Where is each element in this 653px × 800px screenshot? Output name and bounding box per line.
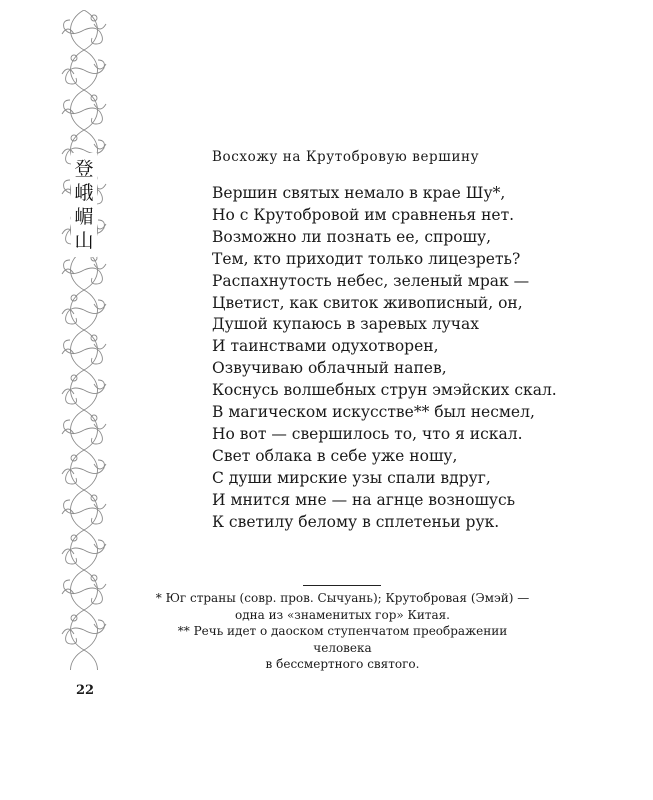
ornament-leaf xyxy=(84,540,104,554)
ornament-stem-left xyxy=(71,10,85,670)
cjk-char-2: 峨 xyxy=(74,182,94,204)
poem-line: Но с Крутобровой им сравненья нет. xyxy=(212,205,515,224)
ornament-leaf xyxy=(84,620,104,634)
ornament-leaf xyxy=(64,500,84,514)
cjk-char-4: 山 xyxy=(74,230,94,252)
ornament-leaf xyxy=(64,20,84,34)
ornament-leaf xyxy=(64,260,84,274)
vertical-chinese-title xyxy=(71,153,97,257)
ornament-leaf xyxy=(84,60,104,74)
footnote-1-line-1: * Юг страны (совр. пров. Сычуань); Крутобровая (Эмэй) — xyxy=(155,591,530,605)
footnote-divider xyxy=(303,585,381,586)
floral-border-ornament xyxy=(58,10,110,670)
ornament-curl xyxy=(84,108,102,124)
poem-line: С души мирские узы спали вдруг, xyxy=(212,468,491,487)
ornament-leaf xyxy=(64,420,84,434)
footnote-2-line-2: в бессмертного святого. xyxy=(265,657,420,671)
poem-body xyxy=(212,183,557,534)
page-number: 22 xyxy=(76,683,95,698)
footnote-1-line-2: одна из «знаменитых гор» Китая. xyxy=(235,607,450,622)
ornament-leaf xyxy=(64,100,84,114)
ornament-curl xyxy=(66,308,84,324)
footnote-2-line-1: ** Речь идет о даоском ступенчатом преображении человека xyxy=(177,624,508,655)
cjk-char-1: 登 xyxy=(74,158,94,180)
poem-line: Вершин святых немало в крае Шу*, xyxy=(212,184,506,202)
poem-line: Распахнутость небес, зеленый мрак — xyxy=(212,271,530,290)
ornament-curl xyxy=(66,388,84,404)
ornament-leaf xyxy=(64,580,84,594)
ornament-curl xyxy=(66,628,84,644)
poem-line: Свет облака в себе уже ношу, xyxy=(212,446,458,465)
ornament-curl xyxy=(84,348,102,364)
poem-line: И мнится мне — на агнце возношусь xyxy=(212,490,516,509)
poem-line: Душой купаюсь в заревых лучах xyxy=(212,315,480,334)
ornament-curl xyxy=(66,548,84,564)
ornament-leaf xyxy=(64,340,84,354)
ornament-leaf xyxy=(84,300,104,314)
poem-line: Тем, кто приходит только лицезреть? xyxy=(212,249,521,268)
ornament-leaf xyxy=(84,460,104,474)
poem-line: В магическом искусстве** был несмел, xyxy=(212,403,535,422)
ornament-leaf xyxy=(84,140,104,154)
poem-line: И таинствами одухотворен, xyxy=(212,337,439,356)
ornament-curl xyxy=(84,28,102,44)
poem-line: К светилу белому в сплетеньи рук. xyxy=(212,512,500,531)
ornament-curl xyxy=(84,428,102,444)
poem-line: Коснусь волшебных струн эмэйских скал. xyxy=(212,381,557,400)
ornament-leaf xyxy=(84,380,104,394)
ornament-curl xyxy=(84,588,102,604)
ornament-curl xyxy=(66,68,84,84)
ornament-curl xyxy=(84,508,102,524)
poem-line: Возможно ли познать ее, спрошу, xyxy=(212,227,492,246)
ornament-curl xyxy=(84,268,102,284)
poem-line: Озвучиваю облачный напев, xyxy=(212,359,447,378)
cjk-char-3: 嵋 xyxy=(74,206,94,228)
poem-title: Восхожу на Крутобровую вершину xyxy=(212,149,480,165)
footnotes xyxy=(150,590,535,673)
poem-line: Но вот — свершилось то, что я искал. xyxy=(212,424,523,443)
poem-line: Цветист, как свиток живописный, он, xyxy=(212,293,523,312)
ornament-curl xyxy=(66,468,84,484)
